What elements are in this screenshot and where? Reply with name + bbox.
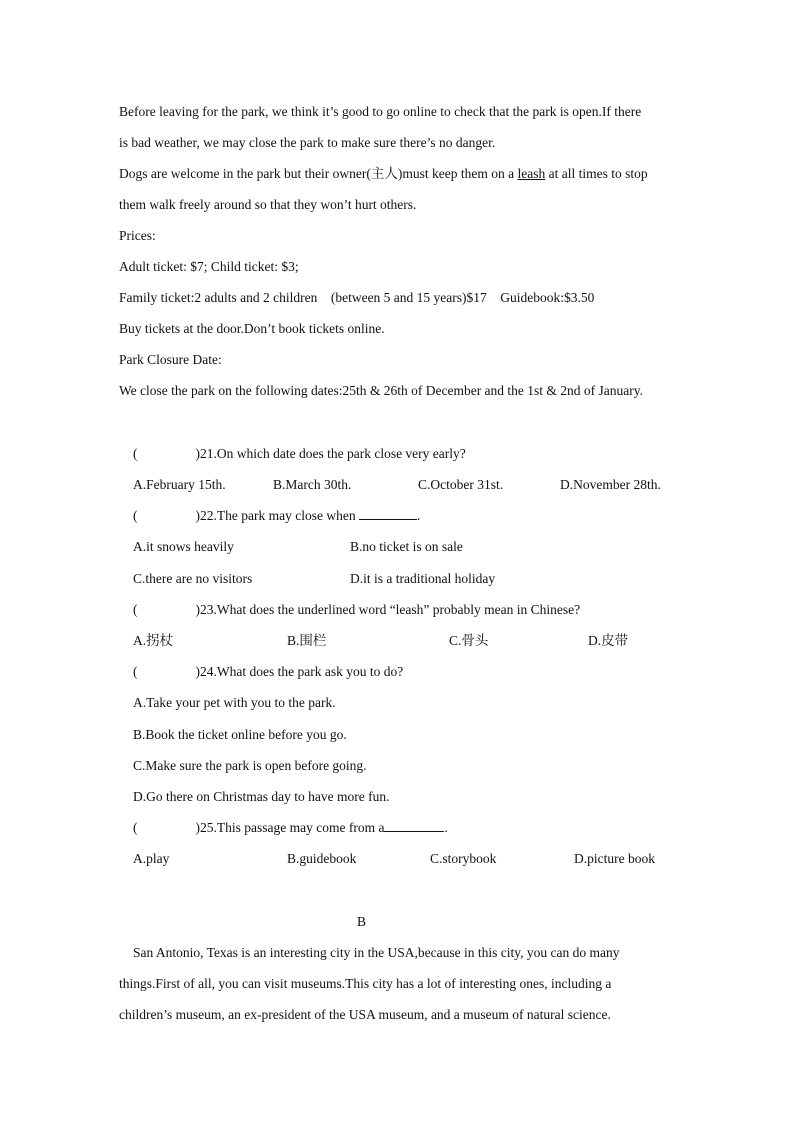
option-a: A.February 15th.	[133, 477, 226, 492]
option-d: D.Go there on Christmas day to have more fun.	[133, 789, 390, 804]
option-c: C.there are no visitors	[133, 571, 253, 586]
option-d: D.November 28th.	[560, 477, 661, 492]
passage-line: Before leaving for the park, we think it’s good to go online to check that the park is open.If there	[119, 104, 642, 119]
option-c: C.October 31st.	[418, 477, 504, 492]
passage-text: Dogs are welcome in the park but their owner(主人)must keep them on a	[119, 166, 518, 181]
answer-blank	[384, 819, 444, 832]
answer-paren: (	[133, 508, 138, 523]
option-b: B.guidebook	[287, 851, 357, 866]
option-a: A.it snows heavily	[133, 539, 234, 554]
question-24	[133, 663, 403, 681]
option-c: C.Make sure the park is open before going.	[133, 758, 367, 773]
passage-line: is bad weather, we may close the park to make sure there’s no danger.	[119, 135, 496, 150]
answer-blank	[359, 507, 417, 520]
answer-paren: (	[133, 664, 138, 679]
option-d: D.皮带	[588, 633, 629, 648]
option-d: D.picture book	[574, 851, 655, 866]
option-c: C.storybook	[430, 851, 497, 866]
question-end: .	[444, 820, 448, 835]
passage-line: children’s museum, an ex-president of the USA museum, and a museum of natural science.	[119, 1007, 611, 1022]
question-stem: )21.On which date does the park close very early?	[195, 446, 466, 461]
question-stem: )24.What does the park ask you to do?	[195, 664, 404, 679]
prices-label: Prices:	[119, 228, 156, 243]
option-b: B.March 30th.	[273, 477, 352, 492]
question-22	[133, 507, 420, 525]
option-a: A.拐杖	[133, 633, 174, 648]
option-d: D.it is a traditional holiday	[350, 571, 496, 586]
option-a: A.Take your pet with you to the park.	[133, 695, 336, 710]
prices-line: Family ticket:2 adults and 2 children (between 5 and 15 years)$17 Guidebook:$3.50	[119, 290, 595, 305]
passage-text: at all times to stop	[545, 166, 648, 181]
answer-paren: (	[133, 446, 138, 461]
passage-line	[119, 165, 648, 183]
option-b: B.no ticket is on sale	[350, 539, 463, 554]
question-25	[133, 819, 448, 837]
underlined-word-leash: leash	[517, 166, 546, 181]
question-21	[133, 445, 466, 463]
option-a: A.play	[133, 851, 170, 866]
passage-line: them walk freely around so that they won’t hurt others.	[119, 197, 417, 212]
prices-line: Adult ticket: $7; Child ticket: $3;	[119, 259, 299, 274]
option-b: B.围栏	[287, 633, 327, 648]
section-heading: B	[357, 914, 367, 929]
closure-label: Park Closure Date:	[119, 352, 222, 367]
option-b: B.Book the ticket online before you go.	[133, 727, 347, 742]
closure-text: We close the park on the following dates:25th & 26th of December and the 1st & 2nd of January.	[119, 383, 644, 398]
option-c: C.骨头	[449, 633, 489, 648]
question-23	[133, 601, 580, 619]
question-stem: )23.What does the underlined word “leash” probably mean in Chinese?	[195, 602, 581, 617]
question-stem: )22.The park may close when	[195, 508, 359, 523]
question-end: .	[416, 508, 421, 523]
question-stem: )25.This passage may come from a	[195, 820, 385, 835]
buy-note: Buy tickets at the door.Don’t book tickets online.	[119, 321, 385, 336]
answer-paren: (	[133, 820, 138, 835]
passage-line: things.First of all, you can visit museums.This city has a lot of interesting ones, including a	[119, 976, 612, 991]
answer-paren: (	[133, 602, 138, 617]
passage-line: San Antonio, Texas is an interesting city in the USA,because in this city, you can do many	[133, 945, 620, 960]
